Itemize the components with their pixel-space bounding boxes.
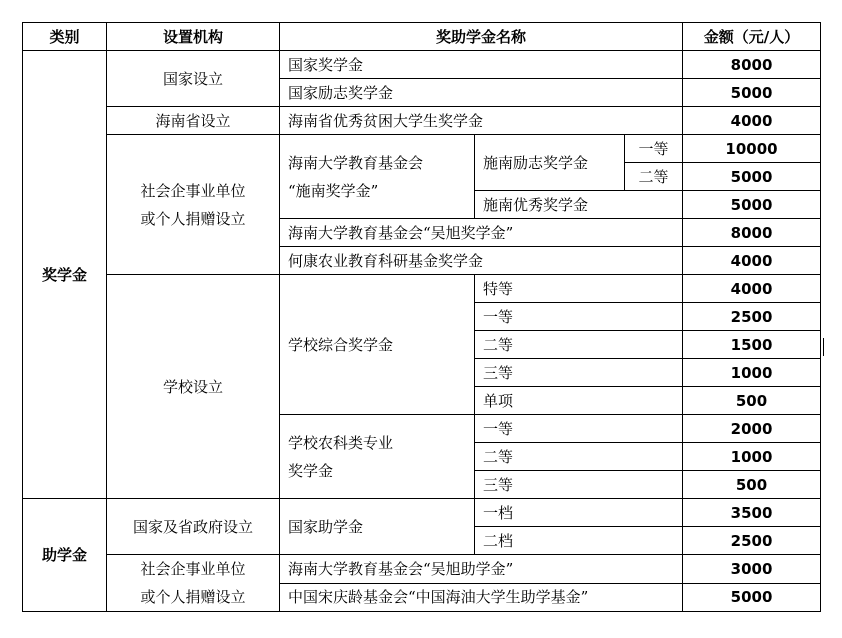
grade-cell: 二等 (475, 443, 683, 471)
text-cursor (823, 338, 824, 356)
amount-cell: 5000 (683, 191, 821, 219)
grade-cell: 三等 (475, 471, 683, 499)
header-category: 类别 (23, 23, 107, 51)
amount-cell: 1000 (683, 443, 821, 471)
scholarship-name: 施南励志奖学金 (475, 135, 625, 191)
amount-cell: 5000 (683, 163, 821, 191)
amount-cell: 1000 (683, 359, 821, 387)
scholarship-name: 学校综合奖学金 (280, 275, 475, 415)
amount-cell: 3000 (683, 555, 821, 584)
table-row (23, 135, 821, 163)
table-row (23, 107, 821, 135)
amount-cell: 5000 (683, 79, 821, 107)
institution-provincial: 海南省设立 (107, 107, 280, 135)
scholarship-name-agri (280, 415, 475, 499)
grade-cell: 特等 (475, 275, 683, 303)
grade-cell: 二档 (475, 527, 683, 555)
grade-cell: 单项 (475, 387, 683, 415)
institution-grant-donation (107, 555, 280, 612)
amount-cell: 500 (683, 471, 821, 499)
fund-line: “施南奖学金” (288, 181, 379, 200)
scholarship-name: 海南省优秀贫困大学生奖学金 (280, 107, 683, 135)
institution-school: 学校设立 (107, 275, 280, 499)
amount-cell: 4000 (683, 247, 821, 275)
category-grant: 助学金 (23, 499, 107, 612)
grant-name: 海南大学教育基金会“吴旭助学金” (280, 555, 683, 584)
table-row (23, 275, 821, 303)
category-scholarship: 奖学金 (23, 51, 107, 499)
institution-line: 或个人捐赠设立 (140, 588, 246, 606)
amount-cell: 10000 (683, 135, 821, 163)
scholarship-name: 何康农业教育科研基金奖学金 (280, 247, 683, 275)
institution-line: 社会企事业单位 (140, 560, 246, 578)
fund-shinan (280, 135, 475, 219)
amount-cell: 8000 (683, 51, 821, 79)
amount-cell: 4000 (683, 107, 821, 135)
amount-cell: 2500 (683, 303, 821, 331)
table-row (23, 499, 821, 527)
scholarship-name: 国家励志奖学金 (280, 79, 683, 107)
scholarship-name: 施南优秀奖学金 (475, 191, 683, 219)
institution-government: 国家及省政府设立 (107, 499, 280, 555)
amount-cell: 3500 (683, 499, 821, 527)
header-name: 奖助学金名称 (280, 23, 683, 51)
grade-cell: 一等 (475, 303, 683, 331)
scholarship-table (22, 22, 821, 612)
table-row (23, 555, 821, 584)
fund-line: 海南大学教育基金会 (288, 153, 424, 172)
institution-line: 社会企事业单位 (140, 181, 246, 200)
header-row (23, 23, 821, 51)
grade-cell: 一等 (475, 415, 683, 443)
grant-name: 国家助学金 (280, 499, 475, 555)
amount-cell: 500 (683, 387, 821, 415)
grade-cell: 二等 (625, 163, 683, 191)
name-line: 学校农科类专业 (288, 433, 394, 452)
institution-national: 国家设立 (107, 51, 280, 107)
table-row (23, 51, 821, 79)
amount-cell: 5000 (683, 583, 821, 612)
scholarship-name: 国家奖学金 (280, 51, 683, 79)
amount-cell: 8000 (683, 219, 821, 247)
name-line: 奖学金 (288, 461, 334, 480)
grade-cell: 一档 (475, 499, 683, 527)
amount-cell: 1500 (683, 331, 821, 359)
grant-name: 中国宋庆龄基金会“中国海油大学生助学基金” (280, 583, 683, 612)
amount-cell: 2000 (683, 415, 821, 443)
scholarship-name: 海南大学教育基金会“吴旭奖学金” (280, 219, 683, 247)
grade-cell: 二等 (475, 331, 683, 359)
grade-cell: 三等 (475, 359, 683, 387)
institution-donation (107, 135, 280, 275)
header-institution: 设置机构 (107, 23, 280, 51)
institution-line: 或个人捐赠设立 (140, 209, 246, 228)
amount-cell: 4000 (683, 275, 821, 303)
amount-cell: 2500 (683, 527, 821, 555)
grade-cell: 一等 (625, 135, 683, 163)
header-amount: 金额（元/人） (683, 23, 821, 51)
